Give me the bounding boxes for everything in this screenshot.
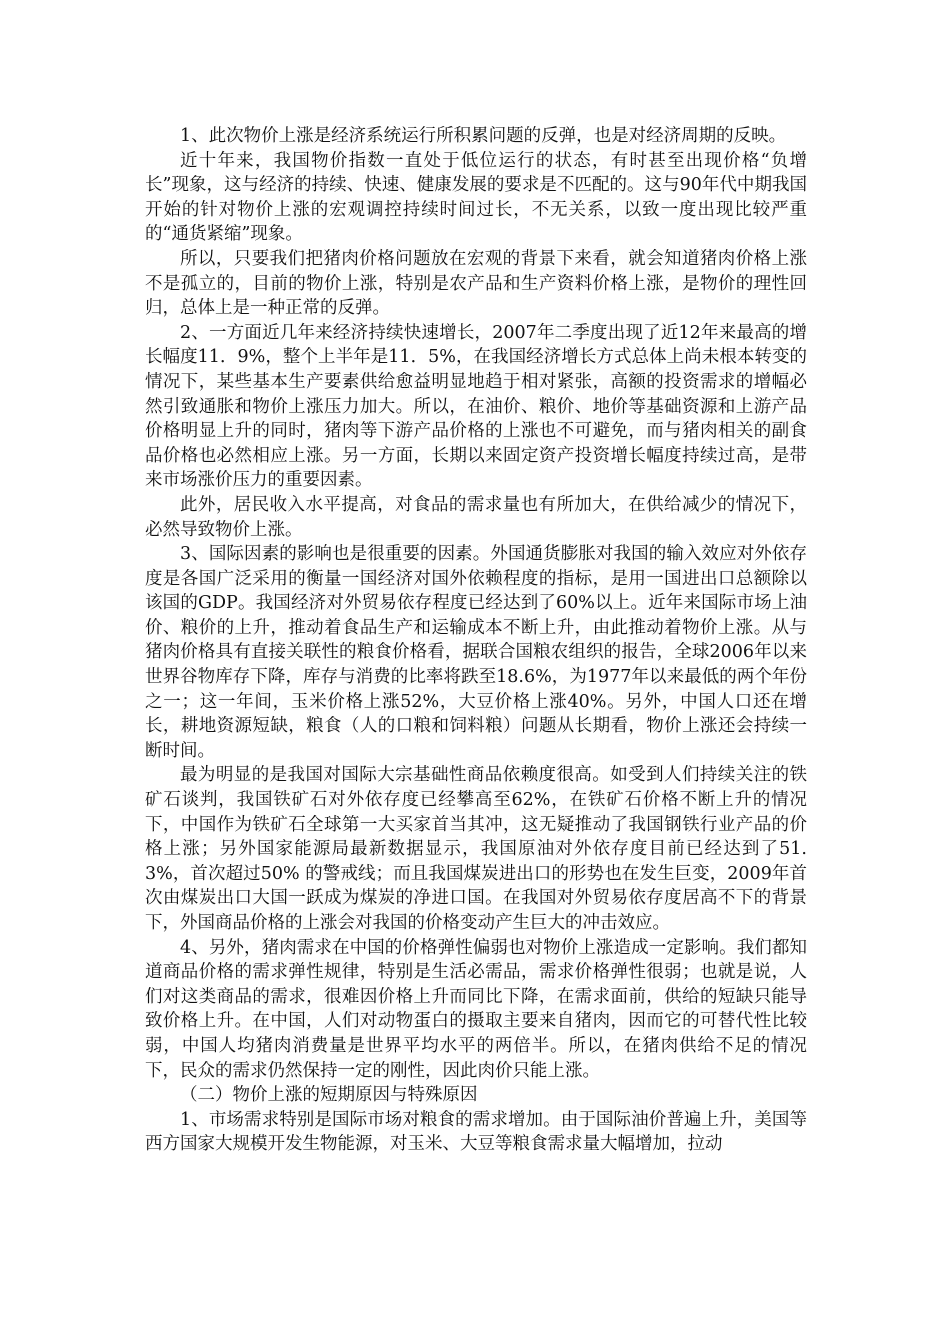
paragraph-4: 2、一方面近几年来经济持续快速增长，2007年二季度出现了近12年来最高的增长幅度11．9%，整个上半年是11．5%，在我国经济增长方式总体上尚未根本转变的情况下，某些基本生产要素供给愈益明显地趋于相对紧张，高额的投资需求的增幅必然引致通胀和物价上涨压力加大。所以，在油价、粮价、地价等基础资源和上游产品价格明显上升的同时，猪肉等下游产品价格的上涨也不可避免，而与猪肉相关的副食品价格也必然相应上涨。另一方面，长期以来固定资产投资增长幅度持续过高，是带来市场涨价压力的重要因素。 [145,322,807,491]
section-heading: （二）物价上涨的短期原因与特殊原因 [180,1085,478,1106]
paragraph-8: 4、另外，猪肉需求在中国的价格弹性偏弱也对物价上涨造成一定影响。我们都知道商品价格的需求弹性规律，特别是生活必需品，需求价格弹性很弱；也就是说，人们对这类商品的需求，很难因价格上升而同比下降，在需求面前，供给的短缺只能导致价格上升。在中国，人们对动物蛋白的摄取主要来自猪肉，因而它的可替代性比较弱，中国人均猪肉消费量是世界平均水平的两倍半。所以，在猪肉供给不足的情况下，民众的需求仍然保持一定的刚性，因此肉价只能上涨。 [145,937,807,1081]
document-page [145,124,807,1157]
paragraph-7: 最为明显的是我国对国际大宗基础性商品依赖度很高。如受到人们持续关注的铁矿石谈判，我国铁矿石对外依存度已经攀高至62%，在铁矿石价格不断上升的情况下，中国作为铁矿石全球第一大买家首当其冲，这无疑推动了我国钢铁行业产品的价格上涨；另外国家能源局最新数据显示，我国原油对外依存度目前已经达到了51.3%，首次超过50% 的警戒线；而且我国煤炭进出口的形势也在发生巨变，2009年首次由煤炭出口大国一跃成为煤炭的净进口国。在我国对外贸易依存度居高不下的背景下，外国商品价格的上涨会对我国的价格变动产生巨大的冲击效应。 [145,765,807,933]
paragraph-1: 1、此次物价上涨是经济系统运行所积累问题的反弹，也是对经济周期的反映。 [180,126,787,146]
paragraph-6: 3、国际因素的影响也是很重要的因素。外国通货膨胀对我国的输入效应对外依存度是各国广泛采用的衡量一国经济对国外依赖程度的指标，是用一国进出口总额除以该国的GDP。我国经济对外贸易依存程度已经达到了60%以上。近年来国际市场上油价、粮价的上升，推动着食品生产和运输成本不断上升，由此推动着物价上涨。从与猪肉价格具有直接关联性的粮食价格看，据联合国粮农组织的报告，全球2006年以来世界谷物库存下降，库存与消费的比率将跌至18.6%，为1977年以来最低的两个年份之一；这一年间，玉米价格上涨52%，大豆价格上涨40%。另外，中国人口还在增长，耕地资源短缺，粮食（人的口粮和饲料粮）问题从长期看，物价上涨还会持续一断时间。 [145,544,807,761]
paragraph-2: 近十年来，我国物价指数一直处于低位运行的状态，有时甚至出现价格“负增长”现象，这与经济的持续、快速、健康发展的要求是不匹配的。这与90年代中期我国开始的针对物价上涨的宏观调控持续时间过长，不无关系，以致一度出现比较严重的“通货紧缩”现象。 [145,150,807,245]
paragraph-5: 此外，居民收入水平提高，对食品的需求量也有所加大，在供给减少的情况下，必然导致物价上涨。 [145,494,807,540]
paragraph-3: 所以，只要我们把猪肉价格问题放在宏观的背景下来看，就会知道猪肉价格上涨不是孤立的，目前的物价上涨，特别是农产品和生产资料价格上涨，是物价的理性回归，总体上是一种正常的反弹。 [145,248,807,319]
paragraph-9: 1、市场需求特别是国际市场对粮食的需求增加。由于国际油价普遍上升，美国等西方国家大规模开发生物能源，对玉米、大豆等粮食需求量大幅增加，拉动 [145,1109,807,1155]
